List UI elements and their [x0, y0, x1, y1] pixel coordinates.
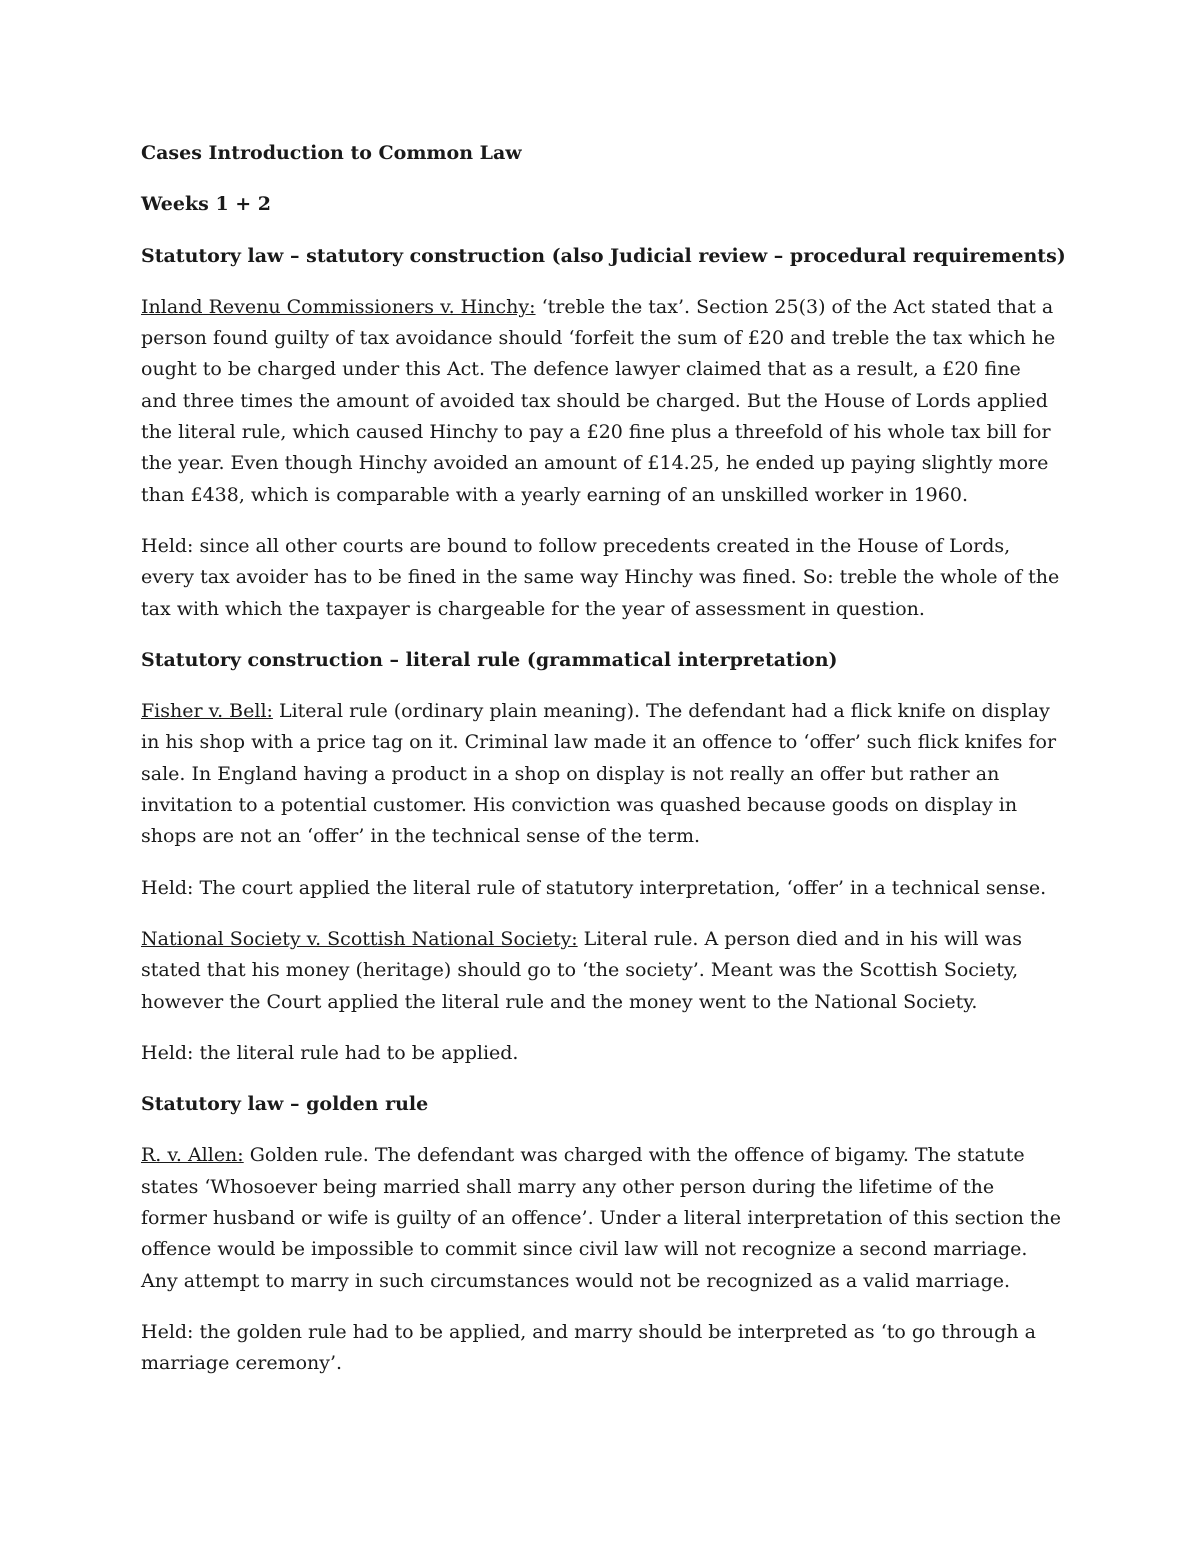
case-name: Inland Revenu Commissioners v. Hinchy:	[141, 295, 536, 318]
section-heading: Statutory construction – literal rule (grammatical interpretation)	[141, 648, 838, 671]
case-paragraph	[141, 1140, 1061, 1296]
case-name: R. v. Allen:	[141, 1144, 244, 1167]
document-page	[141, 138, 1066, 1400]
case-paragraph	[141, 696, 1061, 852]
held-paragraph: Held: The court applied the literal rule of statutory interpretation, ‘offer’ in a technical sense.	[141, 876, 1047, 899]
case-text: Literal rule (ordinary plain meaning). The defendant had a flick knife on display in his shop with a price tag on it. Criminal law made it an offence to ‘offer’ such flick knifes for sale. In England having a product in a shop on display is not really an offer but rather an invitation to a potential customer. His conviction was quashed because goods on display in shops are not an ‘offer’ in the technical sense of the term.	[141, 700, 1057, 848]
case-text: Golden rule. The defendant was charged with the offence of bigamy. The statute states ‘Whosoever being married shall marry any other person during the lifetime of the former husband or wife is guilty of an offence’. Under a literal interpretation of this section the offence would be impossible to commit since civil law will not recognize a second marriage. Any attempt to marry in such circumstances would not be recognized as a valid marriage.	[141, 1144, 1061, 1292]
case-name: National Society v. Scottish National Society:	[141, 927, 578, 950]
section-heading: Statutory law – golden rule	[141, 1093, 429, 1116]
held-paragraph: Held: the golden rule had to be applied, and marry should be interpreted as ‘to go through a marriage ceremony’.	[141, 1320, 1036, 1375]
held-paragraph: Held: since all other courts are bound to follow precedents created in the House of Lords, every tax avoider has to be fined in the same way Hinchy was fined. So: treble the whole of the tax with which the taxpayer is chargeable for the year of assessment in question.	[141, 534, 1060, 620]
document-title: Cases Introduction to Common Law	[141, 142, 522, 164]
case-text: Literal rule. A person died and in his will was stated that his money (heritage) should go to ‘the society’. Meant was the Scottish Society, however the Court applied the literal rule and the money went to the National Society.	[141, 927, 1022, 1013]
held-paragraph: Held: the literal rule had to be applied.	[141, 1041, 519, 1064]
weeks-label: Weeks 1 + 2	[141, 193, 272, 216]
case-paragraph	[141, 924, 1061, 1018]
case-paragraph	[141, 292, 1061, 511]
case-text: ‘treble the tax’. Section 25(3) of the Act stated that a person found guilty of tax avoidance should ‘forfeit the sum of £20 and treble the tax which he ought to be charged under this Act. The defence lawyer claimed that as a result, a £20 fine and three times the amount of avoided tax should be charged. But the House of Lords applied the literal rule, which caused Hinchy to pay a £20 fine plus a threefold of his whole tax bill for the year. Even though Hinchy avoided an amount of £14.25, he ended up paying slightly more than £438, which is comparable with a yearly earning of an unskilled worker in 1960.	[141, 295, 1056, 506]
section-heading: Statutory law – statutory construction (also Judicial review – procedural requirements)	[141, 244, 1066, 267]
case-name: Fisher v. Bell:	[141, 700, 273, 723]
